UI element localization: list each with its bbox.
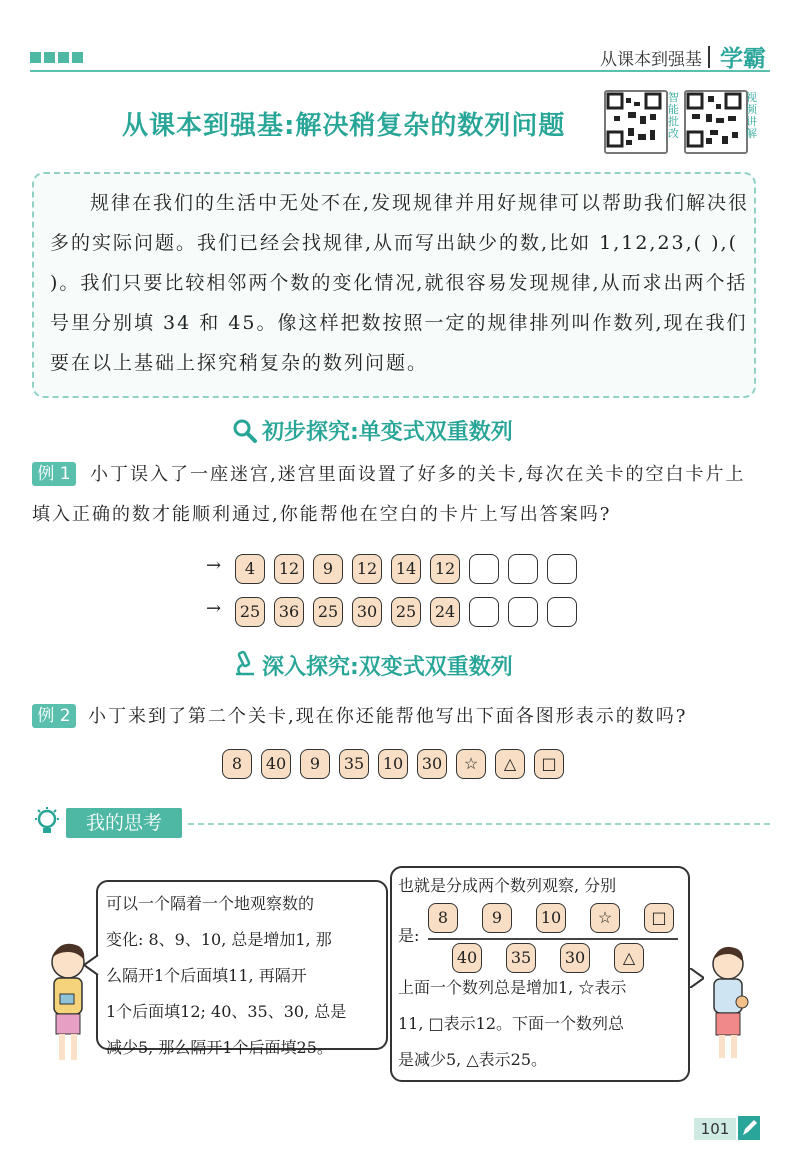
sequence-divider-line bbox=[428, 938, 678, 940]
header-brand: 学霸 bbox=[720, 46, 766, 72]
example-2-card: 10 bbox=[378, 749, 408, 779]
top-sequence-star-card: ☆ bbox=[590, 903, 620, 933]
right-bubble-explanation bbox=[398, 970, 688, 1078]
row-1-card: 12 bbox=[352, 554, 382, 584]
row-1-card: 4 bbox=[235, 554, 265, 584]
example-2-square-card: □ bbox=[534, 749, 564, 779]
row-1-blank-card[interactable] bbox=[547, 554, 577, 584]
right-bubble-line-1: 也就是分成两个数列观察, 分别 bbox=[398, 876, 617, 895]
row-2-card: 30 bbox=[352, 597, 382, 627]
boy-with-toy-illustration bbox=[700, 944, 756, 1068]
row-2-blank-card[interactable] bbox=[508, 597, 538, 627]
top-sequence-card: 10 bbox=[536, 903, 566, 933]
row-2-card: 25 bbox=[313, 597, 343, 627]
page-number: 101 bbox=[694, 1118, 736, 1140]
qr-label-grading: 智能批改 bbox=[668, 91, 679, 140]
intro-paragraph: 规律在我们的生活中无处不在,发现规律并用好规律可以帮助我们解决很多的实际问题。我们已经会找规律,从而写出缺少的数,比如 1,12,23,( ),( )。我们只要比较相邻两个数的变化情况,就很容易发现规律,从而求出两个括号里分别填 34 和 45。像这样把数按照一定的规律排列叫作数列,现在我们要在以上基础上探究稍复杂的数列问题。 bbox=[50, 192, 750, 374]
section-title-1: 初步探究:单变式双重数列 bbox=[262, 420, 513, 445]
top-sequence-card: 8 bbox=[428, 903, 458, 933]
example-2-card: 35 bbox=[339, 749, 369, 779]
pencil-icon bbox=[738, 1116, 760, 1144]
row-2-card: 36 bbox=[274, 597, 304, 627]
bottom-sequence-card: 35 bbox=[506, 943, 536, 973]
top-sequence-card: 9 bbox=[482, 903, 512, 933]
left-bubble-tail bbox=[84, 955, 100, 979]
row-1-card: 9 bbox=[313, 554, 343, 584]
row-1-card: 12 bbox=[430, 554, 460, 584]
header-square-4 bbox=[72, 52, 83, 63]
magnifier-icon bbox=[232, 418, 258, 448]
header-divider bbox=[708, 46, 710, 68]
example-2-card: 40 bbox=[261, 749, 291, 779]
section-title-2: 深入探究:双变式双重数列 bbox=[262, 655, 513, 680]
my-thinking-label: 我的思考 bbox=[66, 808, 182, 838]
left-bubble-line: 么隔开1个后面填11, 再隔开 bbox=[106, 966, 307, 985]
example-2-text: 小丁来到了第二个关卡,现在你还能帮他写出下面各图形表示的数吗? bbox=[88, 706, 688, 727]
example-2-card: 30 bbox=[417, 749, 447, 779]
example-2-triangle-card: △ bbox=[495, 749, 525, 779]
qr-code-icon[interactable] bbox=[684, 90, 748, 154]
header-series-title: 从课本到强基 bbox=[600, 50, 702, 70]
lightbulb-icon bbox=[32, 806, 62, 842]
bottom-sequence-card: 30 bbox=[560, 943, 590, 973]
page-title: 从课本到强基:解决稍复杂的数列问题 bbox=[122, 111, 566, 141]
left-bubble-line: 可以一个隔着一个地观察数的 bbox=[106, 894, 315, 913]
example-1-text: 小丁误入了一座迷宫,迷宫里面设置了好多的关卡,每次在关卡的空白卡片上填入正确的数才能顺利通过,你能帮他在空白的卡片上写出答案吗? bbox=[32, 464, 746, 525]
header-square-3 bbox=[58, 52, 69, 63]
bottom-sequence-triangle-card: △ bbox=[614, 943, 644, 973]
right-bubble-line: 上面一个数列总是增加1, ☆表示 bbox=[398, 978, 627, 997]
left-bubble-line: 减少5, 那么隔开1个后面填25。 bbox=[106, 1038, 333, 1057]
row-1-arrow: → bbox=[206, 555, 222, 576]
header-square-1 bbox=[30, 52, 41, 63]
row-2-card: 25 bbox=[391, 597, 421, 627]
example-2-card: 8 bbox=[222, 749, 252, 779]
row-2-card: 24 bbox=[430, 597, 460, 627]
qr-label-video: 视频讲解 bbox=[746, 91, 757, 140]
row-1-blank-card[interactable] bbox=[508, 554, 538, 584]
row-2-arrow: → bbox=[206, 598, 222, 619]
row-1-card: 14 bbox=[391, 554, 421, 584]
right-bubble-line: 11, □表示12。下面一个数列总 bbox=[398, 1014, 625, 1033]
example-2-card: 9 bbox=[300, 749, 330, 779]
row-2-blank-card[interactable] bbox=[547, 597, 577, 627]
right-bubble-prefix: 是: bbox=[398, 926, 420, 945]
left-bubble-text bbox=[106, 886, 386, 1066]
qr-code-icon[interactable] bbox=[604, 90, 668, 154]
header-square-2 bbox=[44, 52, 55, 63]
thinking-divider bbox=[188, 823, 770, 825]
microscope-icon bbox=[232, 650, 258, 682]
row-2-blank-card[interactable] bbox=[469, 597, 499, 627]
left-bubble-line: 变化: 8、9、10, 总是增加1, 那 bbox=[106, 930, 332, 949]
example-2-star-card: ☆ bbox=[456, 749, 486, 779]
header-rule bbox=[30, 70, 770, 72]
bottom-sequence-card: 40 bbox=[452, 943, 482, 973]
left-bubble-line: 1个后面填12; 40、35、30, 总是 bbox=[106, 1002, 347, 1021]
example-2-badge: 例 2 bbox=[32, 704, 76, 728]
row-1-card: 12 bbox=[274, 554, 304, 584]
row-1-blank-card[interactable] bbox=[469, 554, 499, 584]
example-1-badge: 例 1 bbox=[32, 462, 76, 486]
row-2-card: 25 bbox=[235, 597, 265, 627]
top-sequence-square-card: □ bbox=[644, 903, 674, 933]
right-bubble-line: 是减少5, △表示25。 bbox=[398, 1050, 548, 1069]
